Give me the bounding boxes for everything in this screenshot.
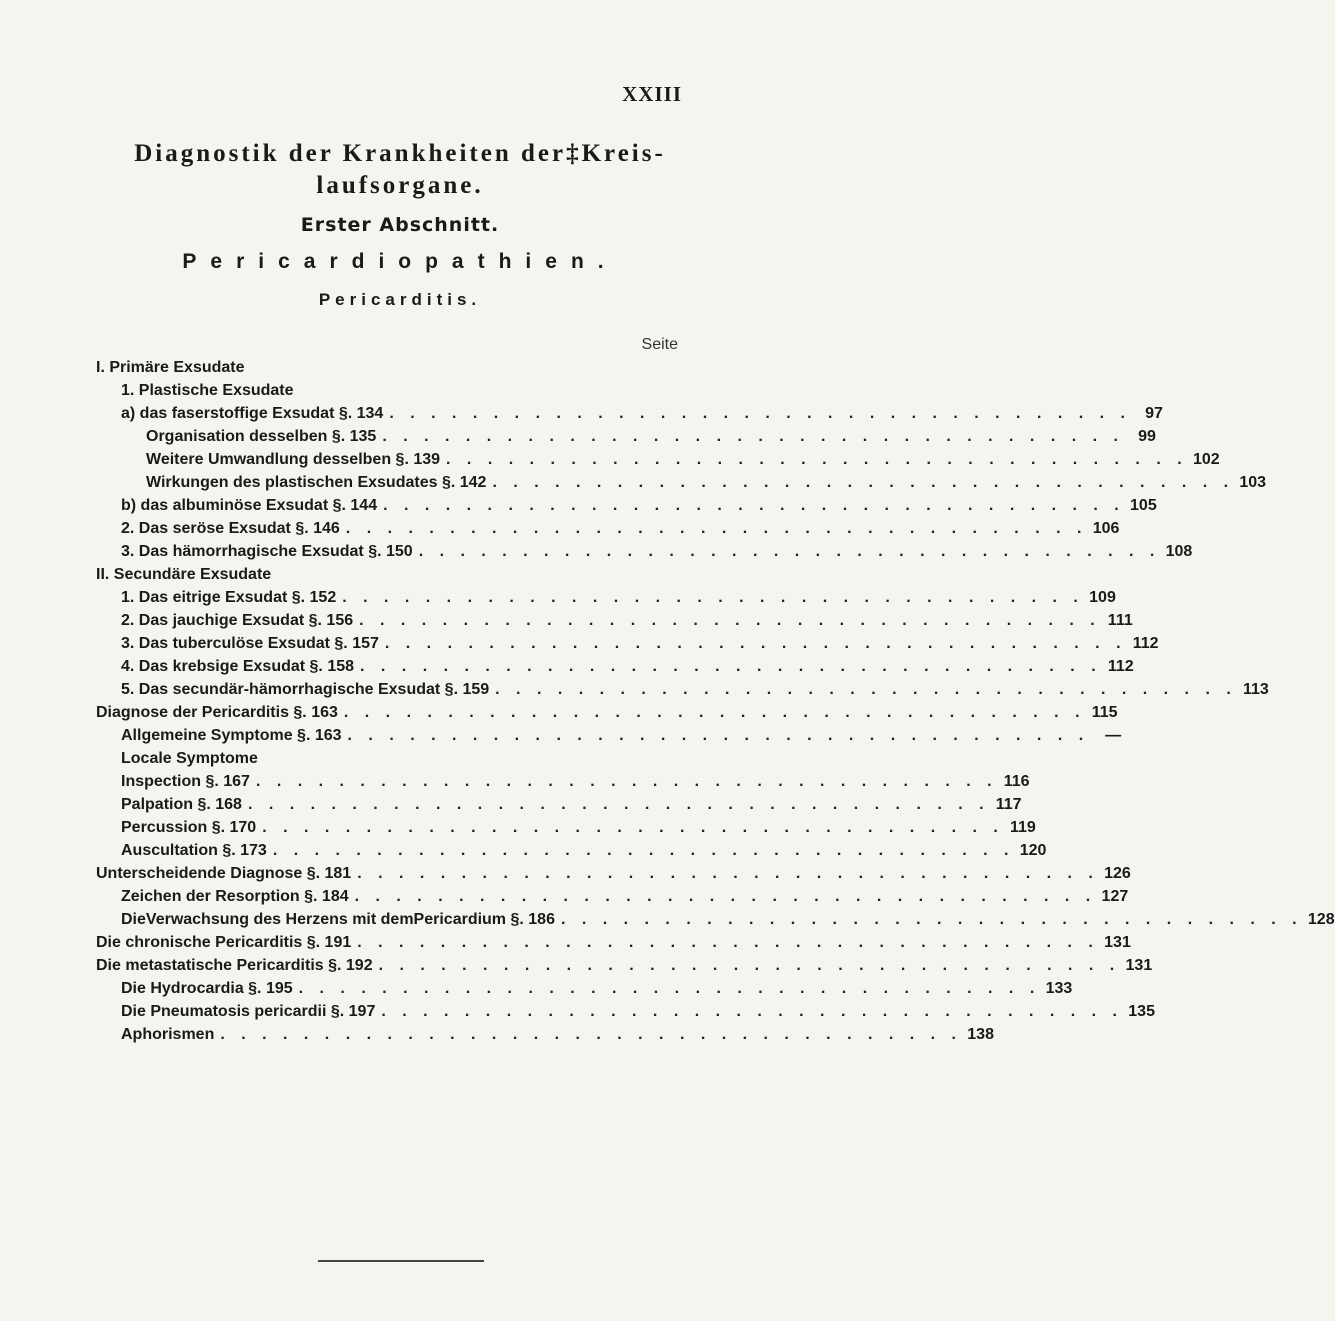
toc-entry-page: — <box>1105 727 1122 744</box>
dot-leader: . . . . . . . . . . . . . . . . . . . . . . . . . . . . . . . . . . . . <box>360 658 1102 675</box>
dot-leader: . . . . . . . . . . . . . . . . . . . . . . . . . . . . . . . . . . . . <box>389 405 1131 422</box>
dot-leader: . . . . . . . . . . . . . . . . . . . . . . . . . . . . . . . . . . . . <box>298 980 1041 997</box>
toc-entry-page: 131 <box>1125 957 1153 974</box>
toc-entry-text: 2. Das seröse Exsudat §. 146 <box>121 520 340 537</box>
toc-entry <box>96 702 1118 724</box>
toc-entry-page: 102 <box>1192 451 1220 468</box>
toc-entry <box>121 541 1193 563</box>
toc-entry-text: Palpation §. 168 <box>121 796 242 813</box>
toc-entry-text: Auscultation §. 173 <box>121 842 267 859</box>
chapter-heading: Pericardiopathien. <box>182 250 618 273</box>
toc-entry-text: 1. Das eitrige Exsudat §. 152 <box>121 589 337 606</box>
dot-leader: . . . . . . . . . . . . . . . . . . . . . . . . . . . . . . . . . . . . <box>560 911 1303 928</box>
toc-entry <box>121 1001 1155 1023</box>
dot-leader: . . . . . . . . . . . . . . . . . . . . . . . . . . . . . . . . . . . . <box>384 635 1127 652</box>
toc-entry-page: 120 <box>1019 842 1047 859</box>
toc-entry <box>96 564 684 586</box>
subchapter-heading: Pericarditis. <box>318 290 482 309</box>
dot-leader: . . . . . . . . . . . . . . . . . . . . . . . . . . . . . . . . . . . . <box>343 704 1086 721</box>
toc-entry-text: Zeichen der Resorption §. 184 <box>121 888 349 905</box>
toc-entry-page: 119 <box>1010 819 1036 836</box>
toc-entry-page: 117 <box>995 796 1022 813</box>
title-line-2: laufsorgane. <box>316 172 484 199</box>
toc-entry-text: I. Primäre Exsudate <box>96 359 245 376</box>
page-column-label: Seite <box>641 336 678 353</box>
toc-entry <box>96 955 1153 977</box>
toc-entry <box>121 771 1030 793</box>
toc-entry-text: 4. Das krebsige Exsudat §. 158 <box>121 658 355 675</box>
toc-entry <box>121 380 684 402</box>
page-title <box>0 138 800 202</box>
toc-entry-page: 108 <box>1165 543 1193 560</box>
dot-leader: . . . . . . . . . . . . . . . . . . . . . . . . . . . . . . . . . . . . <box>262 819 1004 836</box>
section-heading: Erster Abschnitt. <box>300 214 500 236</box>
toc-entry-page: 135 <box>1128 1003 1155 1020</box>
dot-leader: . . . . . . . . . . . . . . . . . . . . . . . . . . . . . . . . . . . . <box>381 1003 1123 1020</box>
toc-entry-text: Percussion §. 170 <box>121 819 257 836</box>
toc-entry <box>121 909 1335 931</box>
toc-entry-text: DieVerwachsung des Herzens mit demPericardium §. 186 <box>121 911 555 928</box>
toc-entry <box>121 633 1159 655</box>
toc-entry-text: 3. Das hämorrhagische Exsudat §. 150 <box>121 543 413 560</box>
dot-leader: . . . . . . . . . . . . . . . . . . . . . . . . . . . . . . . . . . . . <box>347 727 1090 744</box>
toc-entry-page: 131 <box>1104 934 1131 951</box>
page-number: XXIII <box>622 82 682 106</box>
toc-entry-text: 3. Das tuberculöse Exsudat §. 157 <box>121 635 379 652</box>
toc-entry-page: 126 <box>1104 865 1131 882</box>
title-line-1: Diagnostik der Krankheiten der‡Kreis- <box>134 140 666 167</box>
toc-entry <box>146 472 1267 494</box>
toc-entry <box>121 495 1157 517</box>
dot-leader: . . . . . . . . . . . . . . . . . . . . . . . . . . . . . . . . . . . . <box>359 612 1101 629</box>
toc-entry <box>121 679 1269 701</box>
closing-rule <box>318 1260 484 1262</box>
toc-entry-text: Diagnose der Pericarditis §. 163 <box>96 704 338 721</box>
toc-entry-text: 1. Plastische Exsudate <box>121 382 294 399</box>
toc-entry-page: 99 <box>1138 428 1156 445</box>
toc-entry-text: Weitere Umwandlung desselben §. 139 <box>146 451 441 468</box>
toc-entry-text: Organisation desselben §. 135 <box>146 428 377 445</box>
toc-entry-text: Locale Symptome <box>121 750 258 767</box>
toc-entry <box>146 449 1220 471</box>
toc-entry <box>121 610 1133 632</box>
dot-leader: . . . . . . . . . . . . . . . . . . . . . . . . . . . . . . . . . . . . <box>378 957 1121 974</box>
dot-leader: . . . . . . . . . . . . . . . . . . . . . . . . . . . . . . . . . . . . <box>345 520 1088 537</box>
toc-entry-page: 103 <box>1239 474 1267 491</box>
toc-entry-page: 115 <box>1091 704 1118 721</box>
toc-entry-text: 5. Das secundär-hämorrhagische Exsudat §. 159 <box>121 681 490 698</box>
toc-entry-text: 2. Das jauchige Exsudat §. 156 <box>121 612 354 629</box>
toc-entry-text: Die metastatische Pericarditis §. 192 <box>96 957 373 974</box>
dot-leader: . . . . . . . . . . . . . . . . . . . . . . . . . . . . . . . . . . . . <box>382 428 1124 445</box>
toc-entry <box>121 403 1163 425</box>
dot-leader: . . . . . . . . . . . . . . . . . . . . . . . . . . . . . . . . . . . . <box>342 589 1084 606</box>
toc-entry-page: 109 <box>1089 589 1116 606</box>
toc-entry-page: 127 <box>1101 888 1129 905</box>
toc-entry-page: 113 <box>1242 681 1269 698</box>
dot-leader: . . . . . . . . . . . . . . . . . . . . . . . . . . . . . . . . . . . . <box>495 681 1237 698</box>
dot-leader: . . . . . . . . . . . . . . . . . . . . . . . . . . . . . . . . . . . . <box>357 934 1099 951</box>
toc-entry-text: Die chronische Pericarditis §. 191 <box>96 934 352 951</box>
toc-entry <box>121 725 1122 747</box>
toc-entry-page: 105 <box>1130 497 1157 514</box>
dot-leader: . . . . . . . . . . . . . . . . . . . . . . . . . . . . . . . . . . . . <box>354 888 1097 905</box>
toc-entry <box>121 978 1073 1000</box>
toc-entry-text: b) das albuminöse Exsudat §. 144 <box>121 497 378 514</box>
toc-entry <box>121 748 684 770</box>
dot-leader: . . . . . . . . . . . . . . . . . . . . . . . . . . . . . . . . . . . . <box>272 842 1015 859</box>
toc-entry <box>146 426 1156 448</box>
toc-entry-page: 112 <box>1107 658 1134 675</box>
toc-entry-text: Aphorismen <box>121 1026 215 1043</box>
dot-leader: . . . . . . . . . . . . . . . . . . . . . . . . . . . . . . . . . . . . <box>247 796 990 813</box>
toc-entry-page: 111 <box>1107 612 1133 629</box>
toc-entry-page: 116 <box>1003 773 1030 790</box>
toc-entry <box>121 886 1129 908</box>
toc-entry-page: 128 <box>1307 911 1335 928</box>
toc-entry <box>121 518 1120 540</box>
toc-entry <box>121 794 1022 816</box>
toc-entry <box>121 587 1116 609</box>
toc-entry-page: 97 <box>1145 405 1163 422</box>
dot-leader: . . . . . . . . . . . . . . . . . . . . . . . . . . . . . . . . . . . . <box>446 451 1188 468</box>
toc-entry-page: 112 <box>1132 635 1159 652</box>
toc-entry <box>121 840 1047 862</box>
toc-entry <box>96 932 1131 954</box>
toc-entry-text: II. Secundäre Exsudate <box>96 566 272 583</box>
toc-entry-page: 133 <box>1045 980 1073 997</box>
dot-leader: . . . . . . . . . . . . . . . . . . . . . . . . . . . . . . . . . . . . <box>255 773 998 790</box>
dot-leader: . . . . . . . . . . . . . . . . . . . . . . . . . . . . . . . . . . . . <box>220 1026 962 1043</box>
dot-leader: . . . . . . . . . . . . . . . . . . . . . . . . . . . . . . . . . . . . <box>383 497 1125 514</box>
toc-entry <box>121 1024 994 1046</box>
toc-entry <box>96 357 684 379</box>
toc-entry <box>121 817 1036 839</box>
dot-leader: . . . . . . . . . . . . . . . . . . . . . . . . . . . . . . . . . . . . <box>492 474 1235 491</box>
toc-entry-text: Unterscheidende Diagnose §. 181 <box>96 865 352 882</box>
toc-entry-text: Allgemeine Symptome §. 163 <box>121 727 342 744</box>
toc-entry <box>121 656 1134 678</box>
dot-leader: . . . . . . . . . . . . . . . . . . . . . . . . . . . . . . . . . . . . <box>357 865 1099 882</box>
toc-entry-text: Die Pneumatosis pericardii §. 197 <box>121 1003 376 1020</box>
toc-entry-text: Inspection §. 167 <box>121 773 250 790</box>
toc-entry-page: 138 <box>967 1026 994 1043</box>
toc-entry <box>96 863 1131 885</box>
dot-leader: . . . . . . . . . . . . . . . . . . . . . . . . . . . . . . . . . . . . <box>418 543 1161 560</box>
toc-entry-text: Wirkungen des plastischen Exsudates §. 142 <box>146 474 487 491</box>
toc-entry-page: 106 <box>1092 520 1120 537</box>
toc-entry-text: a) das faserstoffige Exsudat §. 134 <box>121 405 384 422</box>
toc-entry-text: Die Hydrocardia §. 195 <box>121 980 293 997</box>
